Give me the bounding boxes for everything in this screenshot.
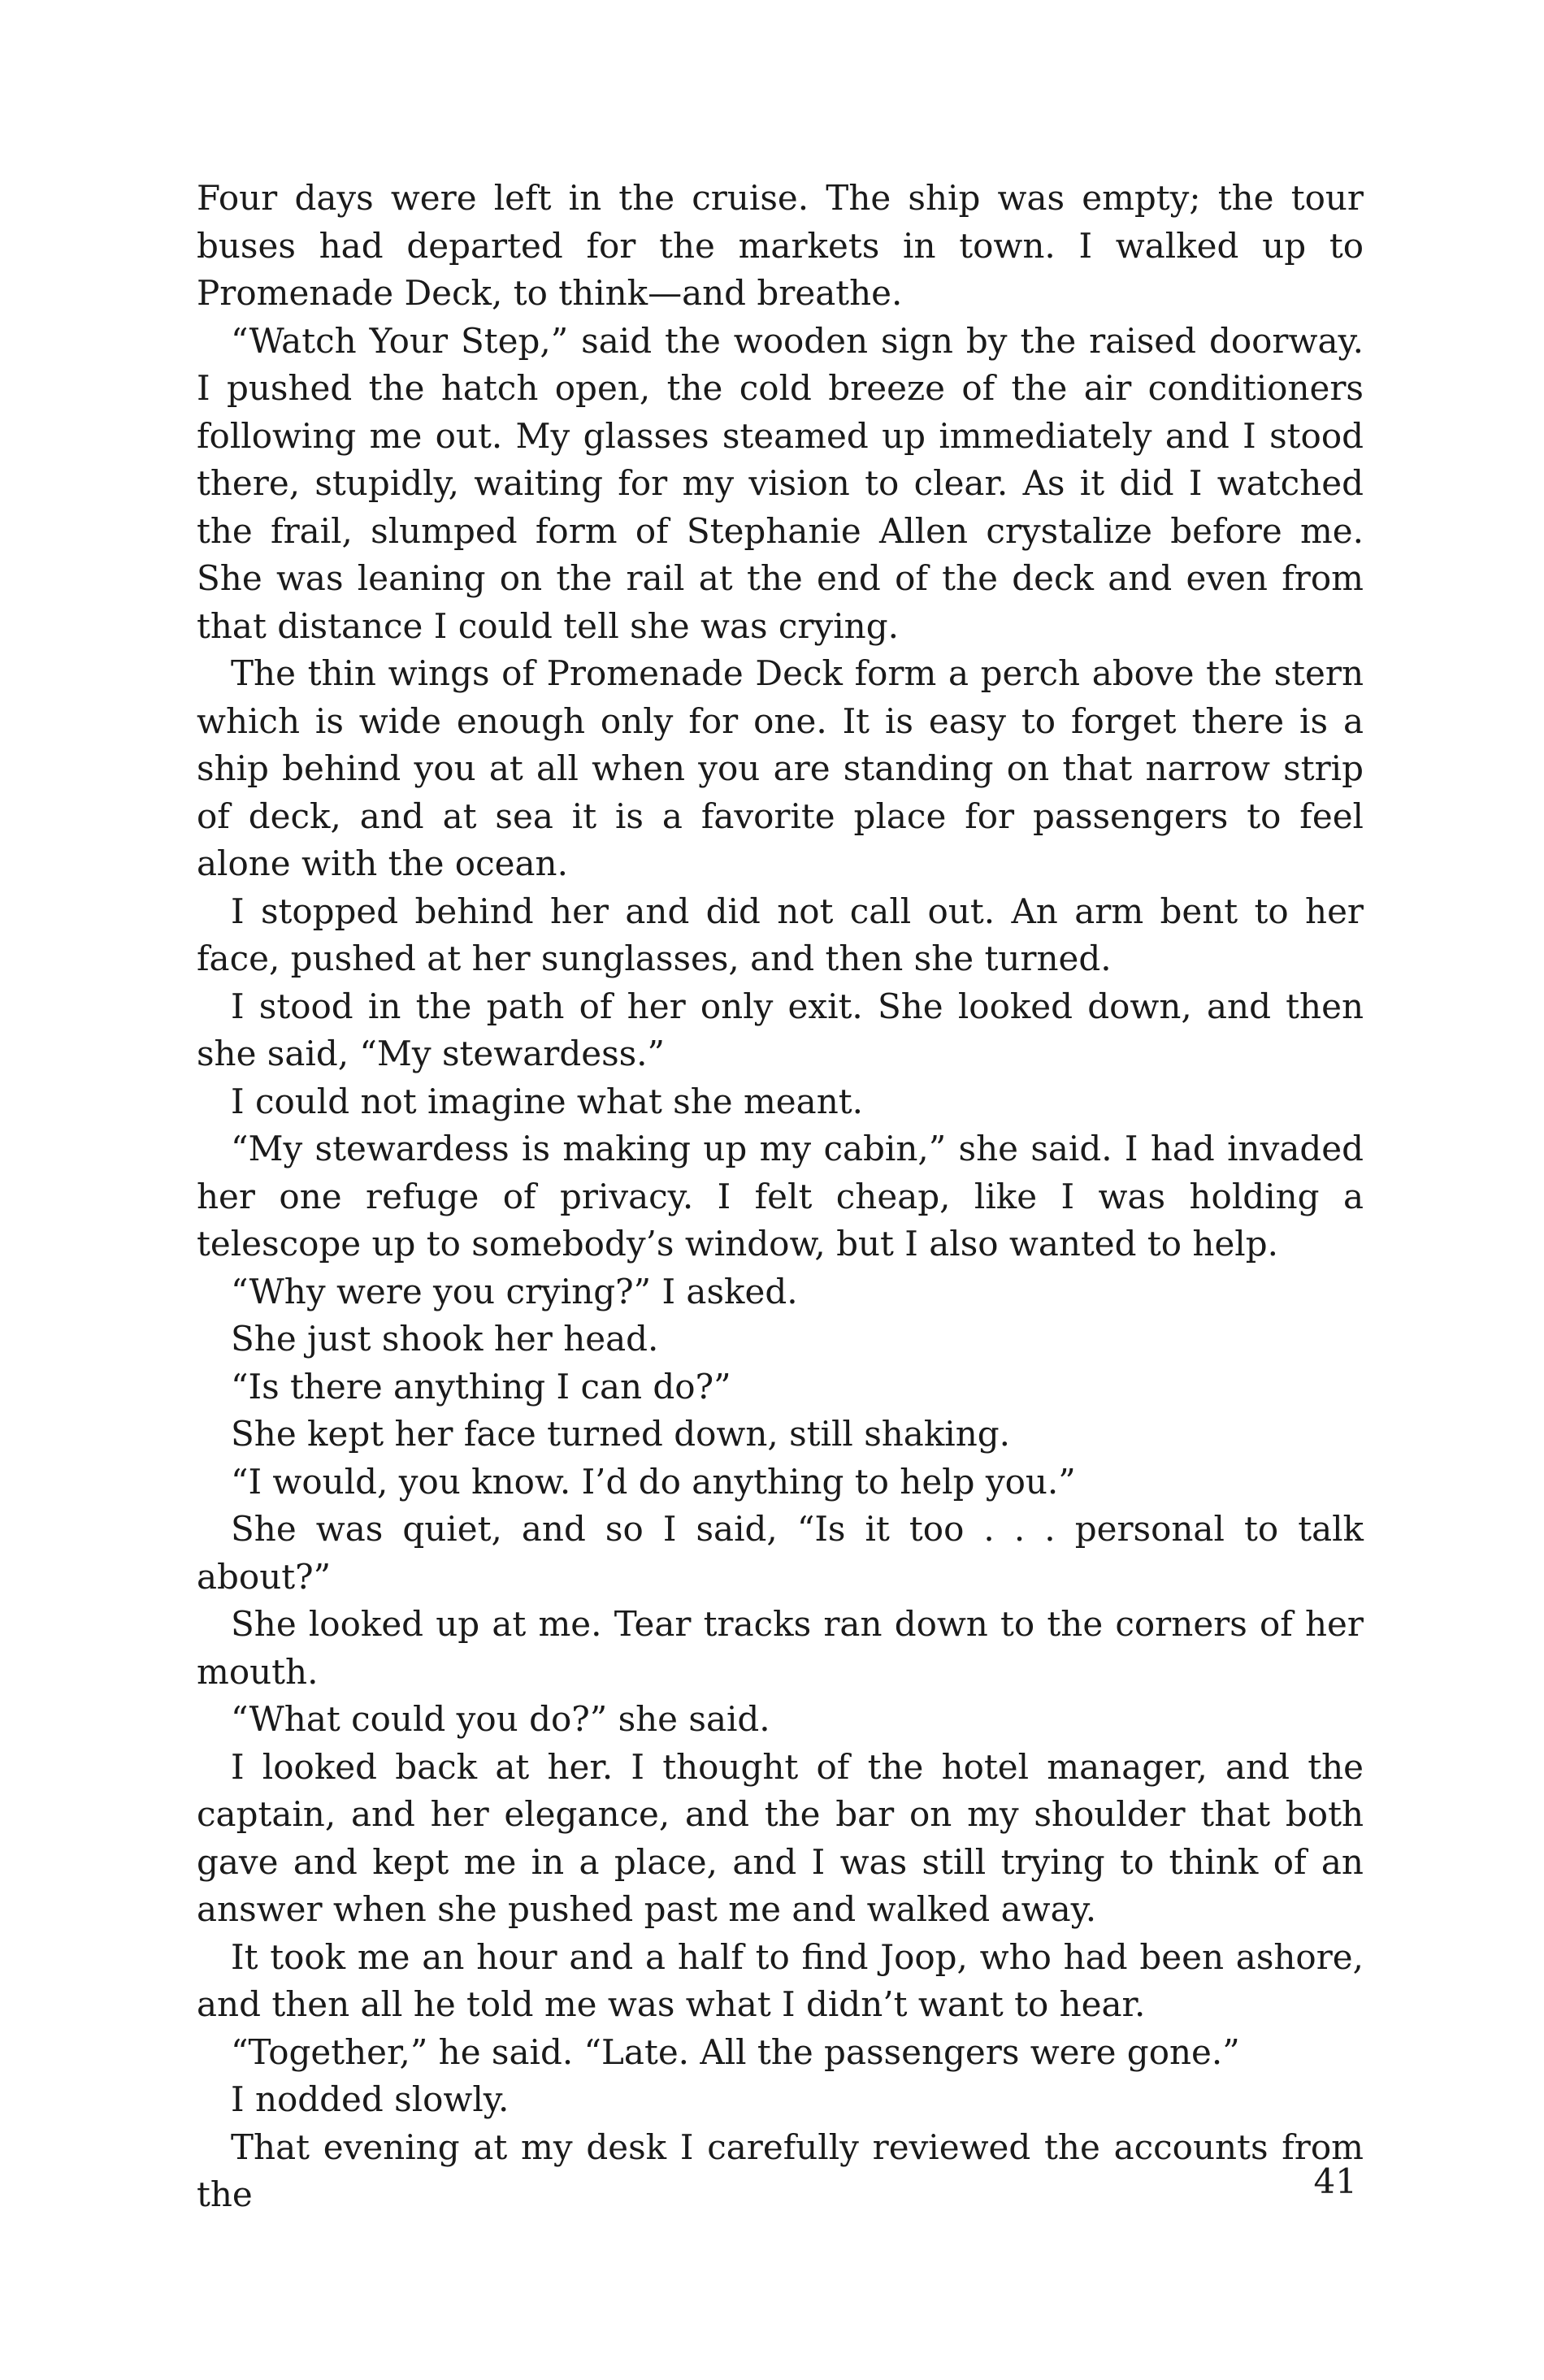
- paragraph: “Is there anything I can do?”: [231, 1366, 731, 1407]
- paragraph: “What could you do?” she said.: [231, 1699, 770, 1739]
- paragraph: I stopped behind her and did not call out. An arm bent to her face, pushed at her sunglasses, and then she turned.: [197, 891, 1364, 978]
- paragraph: “I would, you know. I’d do anything to help you.”: [231, 1461, 1076, 1502]
- paragraph: She just shook her head.: [231, 1319, 659, 1359]
- paragraph: I looked back at her. I thought of the hotel manager, and the captain, and her elegance, and the bar on my shoulder that both gave and kept me in a place, and I was still trying to think of an answer when she pushed past me and walked away.: [197, 1746, 1364, 1929]
- paragraph: I stood in the path of her only exit. She looked down, and then she said, “My stewardess.”: [197, 986, 1364, 1073]
- paragraph: She was quiet, and so I said, “Is it too . . . personal to talk about?”: [197, 1509, 1364, 1597]
- page-number: 41: [1313, 2161, 1357, 2201]
- body-text: [197, 175, 1364, 2219]
- paragraph: That evening at my desk I carefully reviewed the accounts from the: [197, 2126, 1364, 2214]
- paragraph: She kept her face turned down, still shaking.: [231, 1414, 1011, 1454]
- paragraph: “My stewardess is making up my cabin,” she said. I had invaded her one refuge of privacy. I felt cheap, like I was holding a telescope up to somebody’s window, but I also wanted to help.: [197, 1129, 1364, 1264]
- paragraph: I nodded slowly.: [231, 2079, 510, 2119]
- paragraph: Four days were left in the cruise. The ship was empty; the tour buses had departed for the markets in town. I walked up to Promenade Deck, to think—and breathe.: [197, 178, 1364, 313]
- paragraph: “Why were you crying?” I asked.: [231, 1271, 798, 1311]
- paragraph: “Watch Your Step,” said the wooden sign by the raised doorway. I pushed the hatch open, the cold breeze of the air conditioners following me out. My glasses steamed up immediately and I stood there, stupidly, waiting for my vision to clear. As it did I watched the frail, slumped form of Stephanie Allen crystalize before me. She was leaning on the rail at the end of the deck and even from that distance I could tell she was crying.: [197, 320, 1364, 646]
- paragraph: She looked up at me. Tear tracks ran down to the corners of her mouth.: [197, 1604, 1364, 1692]
- paragraph: The thin wings of Promenade Deck form a perch above the stern which is wide enough only for one. It is easy to forget there is a ship behind you at all when you are standing on that narrow strip of deck, and at sea it is a favorite place for passengers to feel alone with the ocean.: [197, 653, 1364, 883]
- paragraph: I could not imagine what she meant.: [231, 1081, 863, 1121]
- paragraph: “Together,” he said. “Late. All the passengers were gone.”: [231, 2031, 1240, 2072]
- paragraph: It took me an hour and a half to find Joop, who had been ashore, and then all he told me was what I didn’t want to hear.: [197, 1936, 1364, 2024]
